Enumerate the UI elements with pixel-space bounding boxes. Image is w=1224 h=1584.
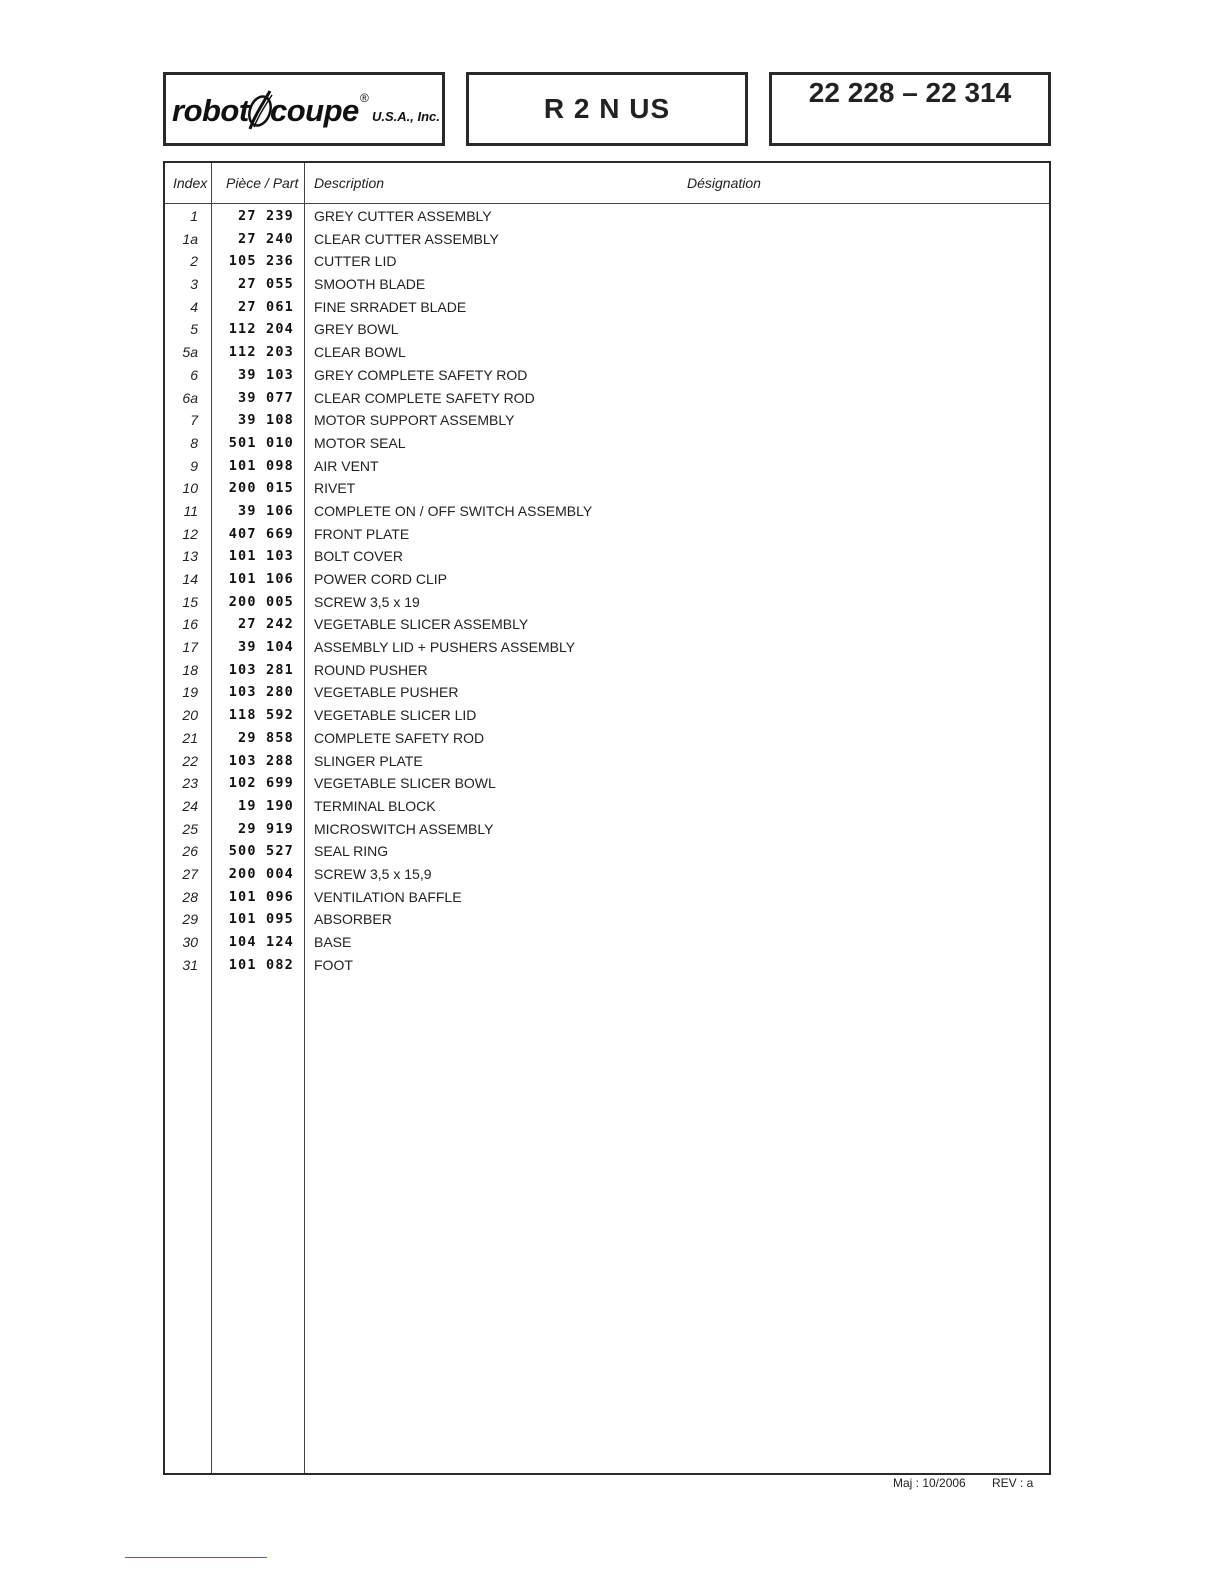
table-row [165,250,1049,273]
registered-mark: ® [360,91,369,105]
row-part-number: 101 082 [228,956,294,973]
row-index: 22 [182,752,198,769]
row-part-number: 500 527 [228,843,294,860]
row-index: 17 [182,639,198,656]
row-part-number: 39 108 [238,412,294,429]
parts-table [163,161,1051,1475]
table-row [165,886,1049,909]
table-row [165,613,1049,636]
row-index: 27 [182,865,198,882]
row-index: 29 [182,911,198,928]
row-description: COMPLETE ON / OFF SWITCH ASSEMBLY [314,502,593,519]
row-part-number: 27 061 [238,298,294,315]
row-index: 12 [182,525,198,542]
table-row [165,681,1049,704]
row-part-number: 101 096 [228,888,294,905]
header-divider [165,203,1049,204]
row-description: VEGETABLE SLICER ASSEMBLY [314,616,529,633]
table-row [165,296,1049,319]
row-index: 15 [182,593,198,610]
table-row [165,636,1049,659]
row-part-number: 112 204 [228,321,294,338]
row-part-number: 39 106 [238,502,294,519]
row-part-number: 19 190 [238,797,294,814]
row-part-number: 104 124 [228,934,294,950]
column-header-index: Index [173,175,208,191]
row-description: FOOT [314,956,353,973]
row-description: CLEAR BOWL [314,344,406,361]
update-date: Maj : 10/2006 [893,1476,966,1490]
company-logo [172,87,440,135]
row-description: CUTTER LID [314,253,397,270]
row-index: 11 [183,502,198,519]
table-row [165,727,1049,750]
row-index: 30 [182,934,198,950]
row-part-number: 29 919 [238,820,294,837]
row-index: 1a [182,230,198,247]
table-row [165,659,1049,682]
row-part-number: 27 242 [238,616,294,633]
revision: REV : a [992,1476,1034,1490]
row-description: VENTILATION BAFFLE [314,888,462,905]
row-index: 7 [190,412,198,429]
row-description: SEAL RING [314,843,389,860]
row-description: MICROSWITCH ASSEMBLY [314,820,494,837]
row-description: SMOOTH BLADE [314,276,426,293]
model-box [466,72,748,146]
row-part-number: 101 098 [228,457,294,474]
table-row [165,545,1049,568]
row-description: COMPLETE SAFETY ROD [314,729,485,746]
table-row [165,228,1049,251]
table-row [165,954,1049,977]
table-row [165,205,1049,228]
row-index: 18 [182,661,198,678]
row-index: 26 [182,843,198,860]
table-row [165,591,1049,614]
row-description: MOTOR SUPPORT ASSEMBLY [314,412,515,429]
row-index: 4 [190,298,198,315]
table-row [165,318,1049,341]
row-part-number: 101 103 [228,548,294,565]
row-index: 31 [182,956,198,973]
row-description: POWER CORD CLIP [314,571,448,587]
row-description: MOTOR SEAL [314,434,406,451]
row-part-number: 29 858 [238,729,294,746]
row-part-number: 118 592 [228,707,294,724]
row-index: 21 [182,729,198,746]
table-row [165,364,1049,387]
row-part-number: 103 280 [228,684,294,701]
row-index: 2 [190,253,198,270]
row-description: CLEAR COMPLETE SAFETY ROD [314,389,535,406]
table-row [165,455,1049,478]
row-index: 25 [182,820,198,837]
table-row [165,818,1049,841]
table-row [165,387,1049,410]
table-row [165,772,1049,795]
row-part-number: 102 699 [228,775,294,792]
logo-box [163,72,445,146]
row-index: 6a [182,389,198,406]
row-description: FINE SRRADET BLADE [314,298,467,315]
row-index: 8 [190,434,198,451]
row-description: SCREW 3,5 x 19 [314,593,420,610]
row-index: 28 [182,888,198,905]
row-description: GREY BOWL [314,321,399,338]
row-index: 13 [182,548,198,565]
logo-word-coupe: coupe [270,93,359,128]
table-row [165,931,1049,954]
row-description: ROUND PUSHER [314,661,428,678]
row-part-number: 27 240 [238,230,294,247]
row-index: 5a [182,344,198,361]
row-index: 14 [182,571,198,587]
row-description: RIVET [314,480,356,497]
model-title: R 2 N US [543,93,671,124]
row-part-number: 200 004 [228,865,294,882]
row-index: 5 [190,321,198,338]
row-description: CLEAR CUTTER ASSEMBLY [314,230,499,247]
table-row [165,863,1049,886]
row-part-number: 39 103 [238,366,294,383]
row-description: ABSORBER [314,911,392,928]
serial-range-box [769,72,1051,146]
row-description: SCREW 3,5 x 15,9 [314,865,432,882]
table-row [165,750,1049,773]
column-header-designation: Désignation [687,175,761,191]
row-description: BASE [314,934,352,950]
logo-subtitle: U.S.A., Inc. [372,109,440,124]
row-description: VEGETABLE SLICER LID [314,707,477,724]
row-index: 3 [190,276,198,293]
row-index: 19 [182,684,198,701]
table-row [165,523,1049,546]
row-description: GREY CUTTER ASSEMBLY [314,208,492,224]
row-index: 6 [190,366,198,383]
table-row [165,840,1049,863]
row-index: 10 [182,480,198,497]
row-index: 24 [182,797,198,814]
row-part-number: 105 236 [228,253,294,270]
row-index: 1 [190,208,198,224]
row-part-number: 39 077 [238,389,294,406]
row-description: SLINGER PLATE [314,752,423,769]
row-part-number: 200 005 [228,593,294,610]
row-description: ASSEMBLY LID + PUSHERS ASSEMBLY [314,639,576,656]
row-part-number: 103 288 [228,752,294,769]
table-row [165,432,1049,455]
table-row [165,795,1049,818]
row-description: AIR VENT [314,457,379,474]
table-row [165,273,1049,296]
table-row [165,477,1049,500]
table-row [165,704,1049,727]
row-part-number: 101 095 [228,911,294,928]
row-index: 23 [182,775,198,792]
row-description: BOLT COVER [314,548,403,565]
table-body [165,205,1049,976]
column-header-part: Pièce / Part [226,175,299,191]
row-part-number: 39 104 [238,639,294,656]
table-row [165,500,1049,523]
row-part-number: 200 015 [228,480,294,497]
row-index: 16 [182,616,198,633]
row-description: GREY COMPLETE SAFETY ROD [314,366,528,383]
serial-range: 22 228 – 22 314 [808,77,1012,108]
row-description: VEGETABLE SLICER BOWL [314,775,496,792]
row-description: FRONT PLATE [314,525,410,542]
logo-word-robot: robot [172,93,249,128]
row-part-number: 27 239 [238,208,294,224]
row-part-number: 501 010 [228,434,294,451]
row-part-number: 112 203 [228,344,294,361]
row-part-number: 103 281 [228,661,294,678]
row-description: VEGETABLE PUSHER [314,684,459,701]
row-part-number: 101 106 [228,571,294,587]
row-part-number: 407 669 [228,525,294,542]
row-part-number: 27 055 [238,276,294,293]
table-row [165,409,1049,432]
row-description: TERMINAL BLOCK [314,797,436,814]
table-row [165,568,1049,591]
column-header-description: Description [314,175,385,191]
row-index: 20 [182,707,198,724]
bottom-rule [125,1557,267,1558]
table-row [165,908,1049,931]
row-index: 9 [190,457,198,474]
table-row [165,341,1049,364]
